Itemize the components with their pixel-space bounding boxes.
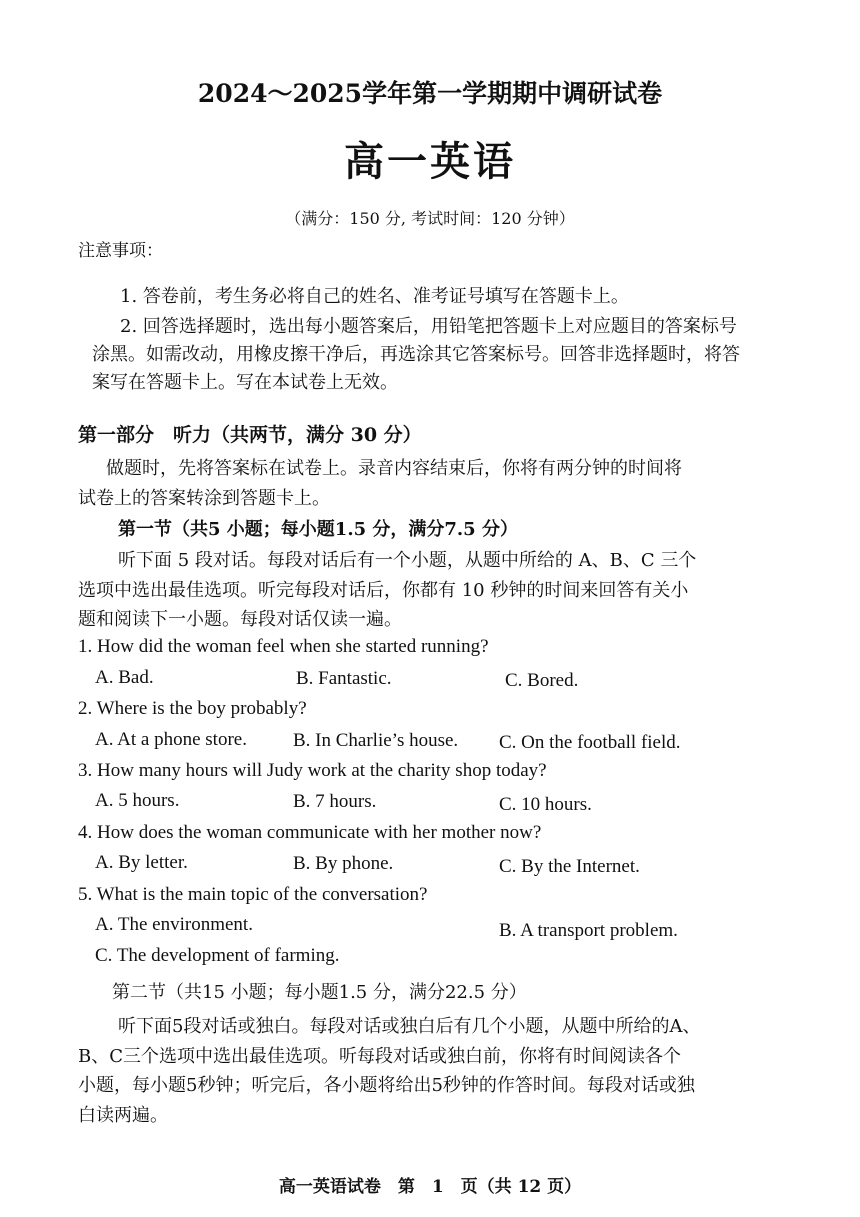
q1-option-b: B. Fantastic. [296,668,392,689]
section1-intro-3: 题和阅读下一小题。每段对话仅读一遍。 [78,609,402,630]
q5-option-a: A. The environment. [95,914,253,935]
q3-option-a: A. 5 hours. [95,790,180,811]
question-5: 5. What is the main topic of the conversation? [78,884,428,905]
q3-option-c: C. 10 hours. [499,794,592,815]
notice-line-2: 2. 回答选择题时，选出每小题答案后，用铅笔把答题卡上对应题目的答案标号 [120,316,737,337]
question-2: 2. Where is the boy probably? [78,698,307,719]
notice-heading: 注意事项： [78,241,163,261]
q5-option-c: C. The development of farming. [95,945,340,966]
section2-intro-4: 白读两遍。 [78,1105,168,1126]
score-info: （满分：150 分, 考试时间：120 分钟） [285,209,575,228]
section1-intro-2: 选项中选出最佳选项。听完每段对话后，你都有 10 秒钟的时间来回答有关小 [78,580,689,601]
q4-option-b: B. By phone. [293,853,394,874]
question-4: 4. How does the woman communicate with her mother now? [78,822,542,843]
q4-option-a: A. By letter. [95,852,188,873]
section2-title: 第二节（共15 小题；每小题1.5 分，满分22.5 分） [112,982,527,1003]
notice-line-4: 案写在答题卡上。写在本试卷上无效。 [92,372,398,393]
q2-option-c: C. On the football field. [499,732,681,753]
part1-title: 第一部分 听力（共两节，满分 30 分） [78,424,422,446]
page-footer: 高一英语试卷 第 1 页（共 12 页） [278,1177,582,1197]
section1-title: 第一节（共5 小题；每小题1.5 分，满分7.5 分） [118,519,518,540]
section1-intro-1: 听下面 5 段对话。每段对话后有一个小题，从题中所给的 A、B、C 三个 [118,550,697,571]
q5-option-b: B. A transport problem. [499,920,678,941]
subject-title: 高一英语 [344,138,516,185]
part1-intro-1: 做题时，先将答案标在试卷上。录音内容结束后，你将有两分钟的时间将 [106,458,682,479]
part1-intro-2: 试卷上的答案转涂到答题卡上。 [78,488,330,509]
q2-option-a: A. At a phone store. [95,729,247,750]
question-3: 3. How many hours will Judy work at the charity shop today? [78,760,547,781]
section2-intro-2: B、C三个选项中选出最佳选项。听每段对话或独白前，你将有时间阅读各个 [78,1046,681,1067]
question-1: 1. How did the woman feel when she started running? [78,636,489,657]
q3-option-b: B. 7 hours. [293,791,377,812]
notice-line-1: 1. 答卷前，考生务必将自己的姓名、准考证号填写在答题卡上。 [120,286,629,307]
section2-intro-3: 小题，每小题5秒钟；听完后，各小题将给出5秒钟的作答时间。每段对话或独 [78,1075,695,1096]
exam-title: 2024～2025学年第一学期期中调研试卷 [197,79,663,108]
q1-option-a: A. Bad. [95,667,154,688]
notice-line-3: 涂黑。如需改动，用橡皮擦干净后，再选涂其它答案标号。回答非选择题时，将答 [92,344,740,365]
q4-option-c: C. By the Internet. [499,856,640,877]
q2-option-b: B. In Charlie’s house. [293,730,459,751]
q1-option-c: C. Bored. [505,670,579,691]
section2-intro-1: 听下面5段对话或独白。每段对话或独白后有几个小题，从题中所给的A、 [118,1016,701,1037]
